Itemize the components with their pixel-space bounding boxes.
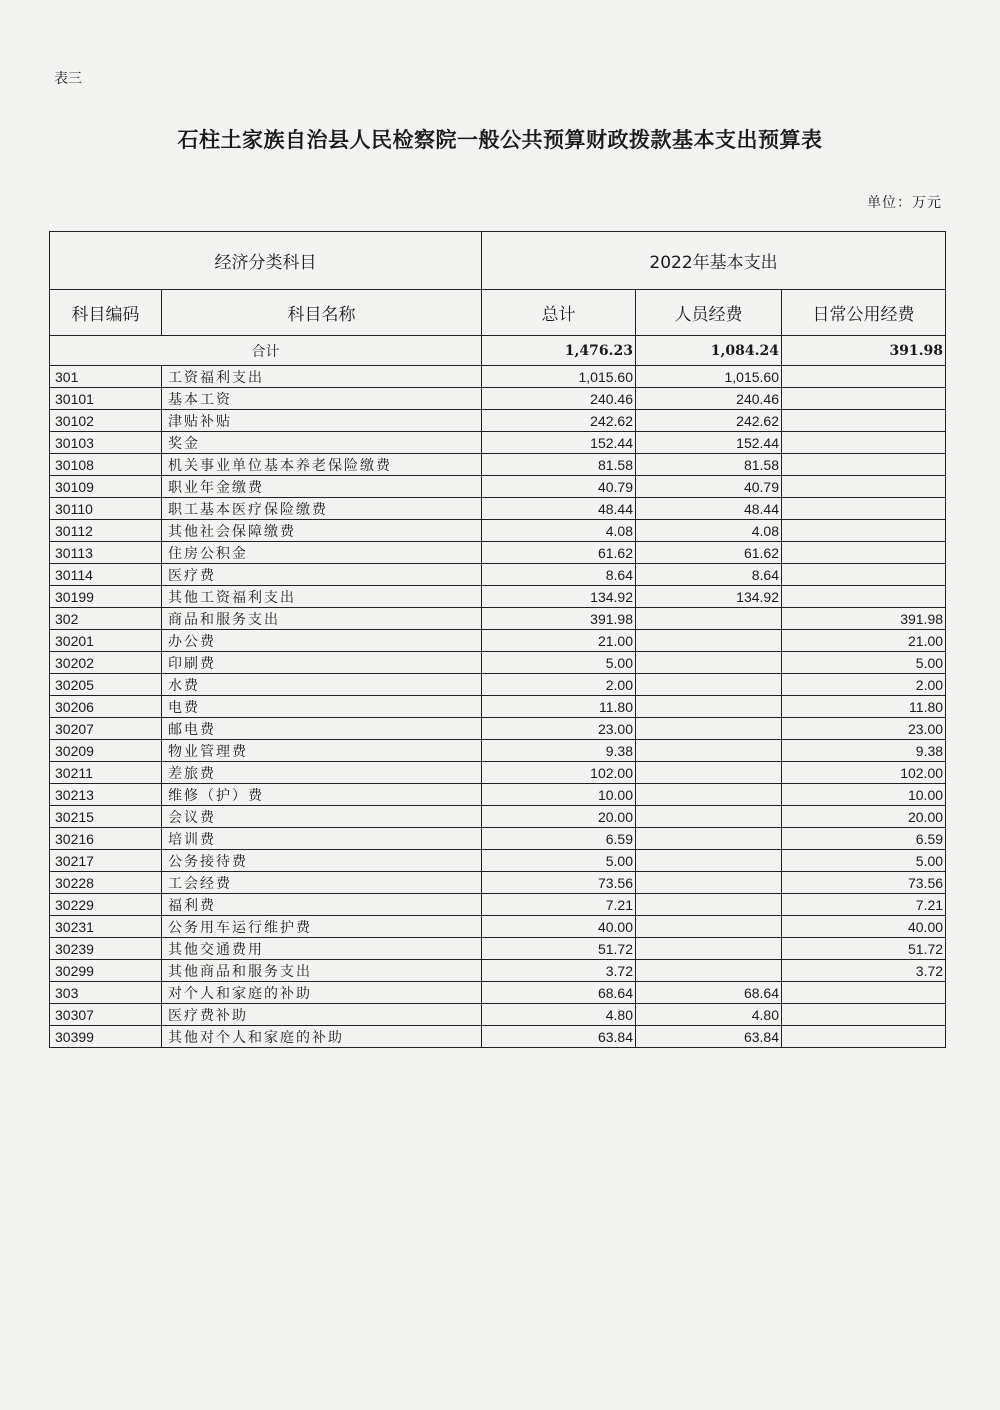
row-total: 8.64 [482,564,636,586]
unit-label: 单位：万元 [867,195,942,211]
row-name: 对个人和家庭的补助 [162,982,482,1004]
header-public: 日常公用经费 [782,290,946,336]
table-row [50,652,946,674]
row-name: 住房公积金 [162,542,482,564]
row-personnel: 40.79 [636,476,782,498]
row-code: 30199 [50,586,162,608]
row-public [782,498,946,520]
row-total: 240.46 [482,388,636,410]
row-name: 奖金 [162,432,482,454]
row-code: 30399 [50,1026,162,1048]
row-name: 职业年金缴费 [162,476,482,498]
row-personnel [636,652,782,674]
row-code: 30207 [50,718,162,740]
row-code: 30216 [50,828,162,850]
row-personnel [636,938,782,960]
row-name: 其他工资福利支出 [162,586,482,608]
row-total: 10.00 [482,784,636,806]
row-personnel: 81.58 [636,454,782,476]
row-personnel: 61.62 [636,542,782,564]
row-public [782,410,946,432]
row-code: 30112 [50,520,162,542]
row-code: 30239 [50,938,162,960]
table-row [50,608,946,630]
row-total: 51.72 [482,938,636,960]
row-public: 5.00 [782,850,946,872]
table-row [50,872,946,894]
row-public: 73.56 [782,872,946,894]
row-code: 30213 [50,784,162,806]
row-total: 152.44 [482,432,636,454]
row-name: 医疗费 [162,564,482,586]
table-row [50,938,946,960]
table-row [50,454,946,476]
row-total: 5.00 [482,850,636,872]
row-total: 21.00 [482,630,636,652]
table-row [50,784,946,806]
row-personnel [636,696,782,718]
row-personnel: 68.64 [636,982,782,1004]
row-public [782,542,946,564]
row-personnel: 4.08 [636,520,782,542]
row-code: 30109 [50,476,162,498]
row-public [782,564,946,586]
row-personnel [636,960,782,982]
row-total: 102.00 [482,762,636,784]
row-name: 其他对个人和家庭的补助 [162,1026,482,1048]
table-row [50,432,946,454]
row-name: 公务用车运行维护费 [162,916,482,938]
row-public: 9.38 [782,740,946,762]
row-public [782,388,946,410]
row-code: 30299 [50,960,162,982]
table-row [50,894,946,916]
row-public [782,586,946,608]
row-name: 维修（护）费 [162,784,482,806]
row-name: 会议费 [162,806,482,828]
row-personnel [636,762,782,784]
row-total: 134.92 [482,586,636,608]
table-row [50,520,946,542]
row-public: 3.72 [782,960,946,982]
row-name: 医疗费补助 [162,1004,482,1026]
row-name: 津贴补贴 [162,410,482,432]
table-row [50,762,946,784]
row-personnel [636,806,782,828]
row-public [782,982,946,1004]
table-row [50,1004,946,1026]
total-label: 合计 [50,336,482,366]
row-code: 30231 [50,916,162,938]
row-total: 63.84 [482,1026,636,1048]
total-total: 1,476.23 [482,336,636,366]
row-public: 10.00 [782,784,946,806]
row-personnel: 242.62 [636,410,782,432]
row-total: 48.44 [482,498,636,520]
row-code: 302 [50,608,162,630]
table-row [50,696,946,718]
header-code: 科目编码 [50,290,162,336]
row-code: 30108 [50,454,162,476]
row-public: 7.21 [782,894,946,916]
row-public: 391.98 [782,608,946,630]
row-total: 40.00 [482,916,636,938]
row-total: 11.80 [482,696,636,718]
header-personnel: 人员经费 [636,290,782,336]
row-public [782,1026,946,1048]
table-row [50,388,946,410]
table-row [50,630,946,652]
header-name: 科目名称 [162,290,482,336]
row-public: 51.72 [782,938,946,960]
row-name: 其他交通费用 [162,938,482,960]
row-code: 30217 [50,850,162,872]
row-name: 公务接待费 [162,850,482,872]
row-code: 30209 [50,740,162,762]
table-row [50,564,946,586]
row-total: 68.64 [482,982,636,1004]
row-total: 1,015.60 [482,366,636,388]
row-name: 其他社会保障缴费 [162,520,482,542]
row-public [782,432,946,454]
row-code: 303 [50,982,162,1004]
row-public [782,520,946,542]
row-public: 102.00 [782,762,946,784]
table-body [50,366,946,1048]
row-personnel [636,608,782,630]
row-total: 73.56 [482,872,636,894]
row-name: 机关事业单位基本养老保险缴费 [162,454,482,476]
table-row [50,740,946,762]
row-name: 工会经费 [162,872,482,894]
row-personnel: 63.84 [636,1026,782,1048]
row-personnel [636,828,782,850]
table-number: 表三 [54,71,82,87]
row-personnel [636,674,782,696]
row-personnel: 152.44 [636,432,782,454]
row-total: 6.59 [482,828,636,850]
table-row [50,410,946,432]
table-row [50,542,946,564]
row-total: 4.80 [482,1004,636,1026]
row-public [782,454,946,476]
row-public [782,366,946,388]
total-row [50,336,946,366]
table-row [50,674,946,696]
table-row [50,476,946,498]
table-row [50,498,946,520]
row-name: 其他商品和服务支出 [162,960,482,982]
row-code: 30113 [50,542,162,564]
row-name: 印刷费 [162,652,482,674]
row-total: 61.62 [482,542,636,564]
row-personnel: 240.46 [636,388,782,410]
row-name: 商品和服务支出 [162,608,482,630]
row-code: 30205 [50,674,162,696]
table-row [50,806,946,828]
row-name: 邮电费 [162,718,482,740]
row-name: 办公费 [162,630,482,652]
row-personnel [636,872,782,894]
row-total: 7.21 [482,894,636,916]
row-personnel [636,630,782,652]
table-row [50,960,946,982]
budget-table [49,231,946,1048]
row-code: 30307 [50,1004,162,1026]
row-public: 2.00 [782,674,946,696]
table-row [50,828,946,850]
row-public: 6.59 [782,828,946,850]
row-public [782,476,946,498]
row-name: 基本工资 [162,388,482,410]
row-code: 301 [50,366,162,388]
row-total: 391.98 [482,608,636,630]
table-row [50,850,946,872]
row-personnel [636,718,782,740]
row-personnel [636,916,782,938]
row-public [782,1004,946,1026]
row-code: 30215 [50,806,162,828]
row-public: 5.00 [782,652,946,674]
table-row [50,916,946,938]
table-row [50,982,946,1004]
row-name: 物业管理费 [162,740,482,762]
row-name: 水费 [162,674,482,696]
row-personnel [636,740,782,762]
table-row [50,366,946,388]
row-total: 2.00 [482,674,636,696]
total-personnel: 1,084.24 [636,336,782,366]
table-row [50,1026,946,1048]
row-code: 30110 [50,498,162,520]
row-name: 福利费 [162,894,482,916]
row-total: 40.79 [482,476,636,498]
row-code: 30202 [50,652,162,674]
row-personnel [636,894,782,916]
row-personnel [636,850,782,872]
header-category: 经济分类科目 [50,232,482,290]
header-budget: 2022年基本支出 [482,232,946,290]
row-code: 30229 [50,894,162,916]
row-personnel: 8.64 [636,564,782,586]
row-code: 30201 [50,630,162,652]
row-code: 30103 [50,432,162,454]
row-personnel: 1,015.60 [636,366,782,388]
page-title: 石柱土家族自治县人民检察院一般公共预算财政拨款基本支出预算表 [177,127,823,152]
row-personnel: 48.44 [636,498,782,520]
row-name: 培训费 [162,828,482,850]
row-code: 30228 [50,872,162,894]
row-code: 30114 [50,564,162,586]
row-public: 40.00 [782,916,946,938]
row-public: 20.00 [782,806,946,828]
total-public: 391.98 [782,336,946,366]
row-name: 电费 [162,696,482,718]
row-name: 职工基本医疗保险缴费 [162,498,482,520]
header-total: 总计 [482,290,636,336]
row-total: 9.38 [482,740,636,762]
row-code: 30206 [50,696,162,718]
row-total: 4.08 [482,520,636,542]
row-total: 81.58 [482,454,636,476]
row-code: 30211 [50,762,162,784]
row-personnel [636,784,782,806]
row-personnel: 4.80 [636,1004,782,1026]
row-public: 23.00 [782,718,946,740]
row-personnel: 134.92 [636,586,782,608]
row-total: 3.72 [482,960,636,982]
row-total: 5.00 [482,652,636,674]
table-row [50,586,946,608]
table-row [50,718,946,740]
row-total: 20.00 [482,806,636,828]
row-public: 21.00 [782,630,946,652]
row-name: 工资福利支出 [162,366,482,388]
row-code: 30101 [50,388,162,410]
row-public: 11.80 [782,696,946,718]
row-total: 242.62 [482,410,636,432]
row-total: 23.00 [482,718,636,740]
row-name: 差旅费 [162,762,482,784]
row-code: 30102 [50,410,162,432]
